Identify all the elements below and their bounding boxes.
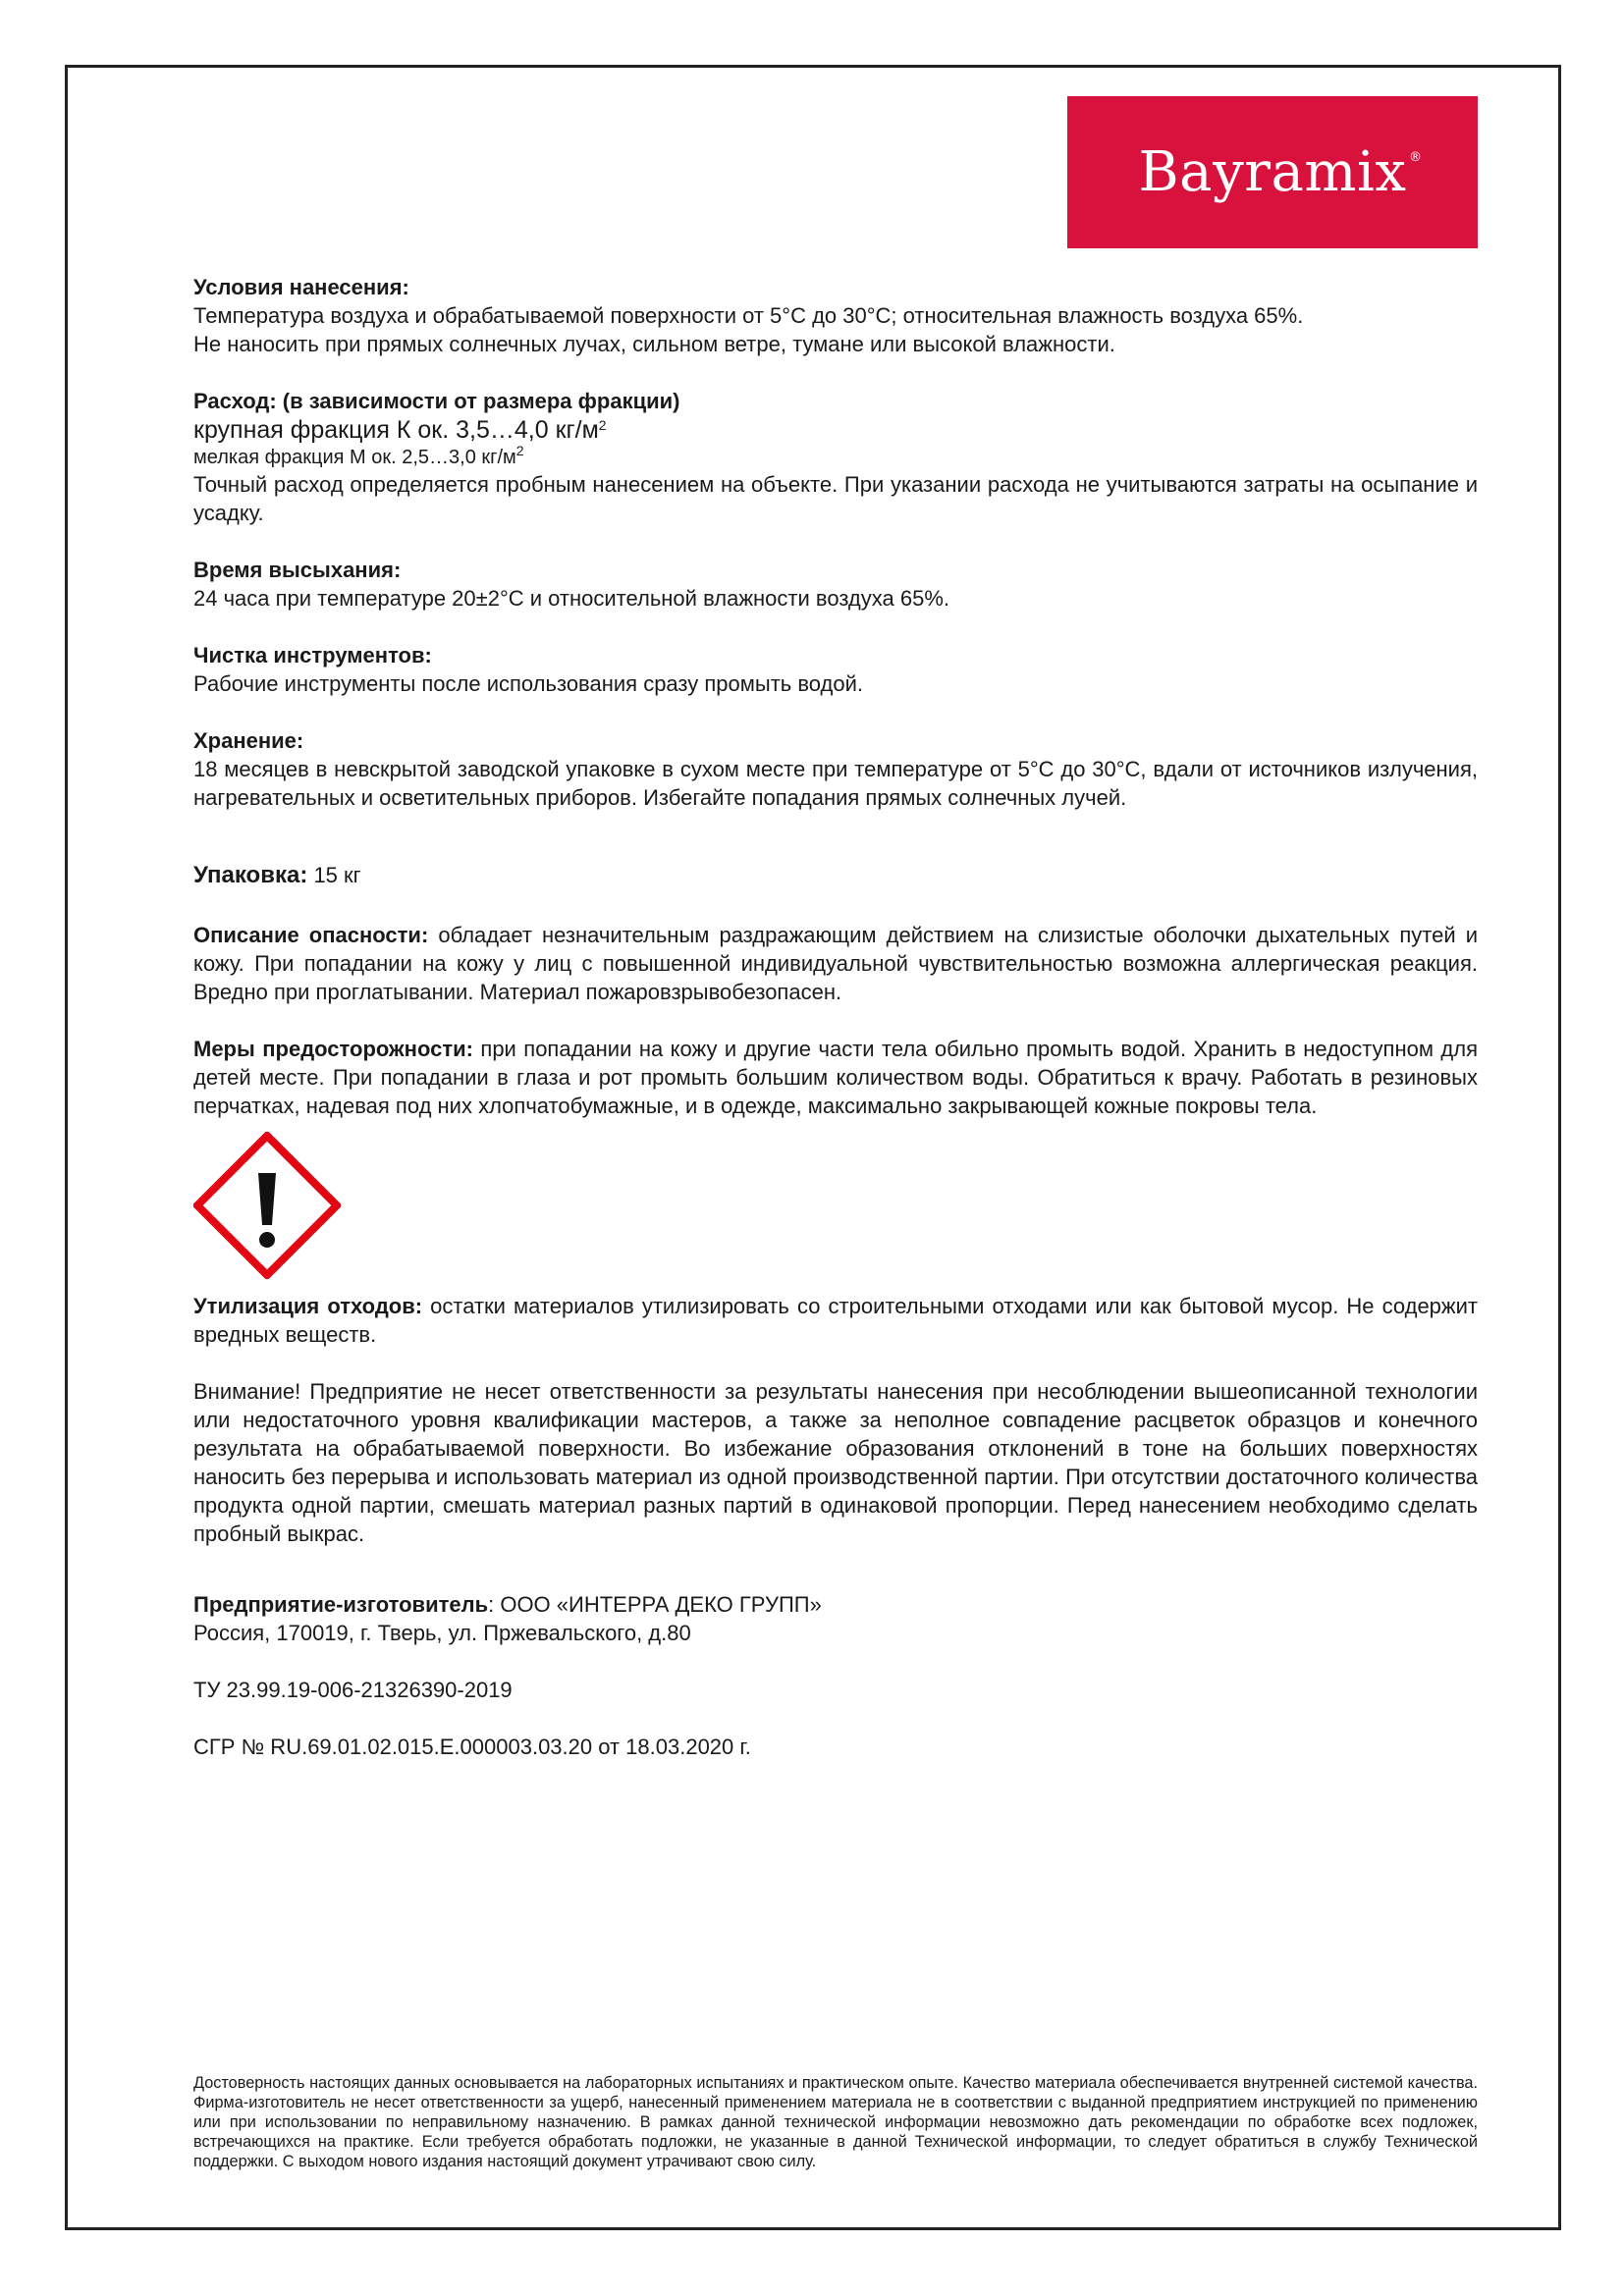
warning-section (193, 1377, 1478, 1548)
manufacturer-line (193, 1590, 1478, 1619)
exclamation-mark-hazard-icon (193, 1132, 341, 1279)
manufacturer-section (193, 1590, 1478, 1647)
packaging-section (193, 861, 1478, 889)
application-conditions-line1: Температура воздуха и обрабатываемой поверхности от 5°С до 30°С; относительная влажность воздуха 65%. (193, 303, 1304, 328)
storage-text: 18 месяцев в невскрытой заводской упаковке в сухом месте при температуре от 5°С до 30°С, вдали от источников излучения, нагревательных и осветительных приборов. Избегайте попадания прямых солнечных лучей. (193, 757, 1478, 810)
cleaning-heading: Чистка инструментов: (193, 643, 432, 667)
tu-number: ТУ 23.99.19-006-21326390-2019 (193, 1678, 513, 1702)
cleaning-section (193, 641, 1478, 698)
consumption-fine: мелкая фракция М ок. 2,5…3,0 $кг/м^2$ (193, 443, 524, 468)
consumption-section (193, 387, 1478, 527)
manufacturer-name: : ООО «ИНТЕРРА ДЕКО ГРУПП» (488, 1592, 822, 1617)
hazard-exclamation-dot (259, 1232, 275, 1248)
consumption-note: Точный расход определяется пробным нанесением на объекте. При указании расхода не учитываются затраты на осыпание и усадку. (193, 472, 1478, 525)
precautions-section (193, 1035, 1478, 1120)
manufacturer-label: Предприятие-изготовитель (193, 1592, 489, 1617)
warning-text: Внимание! Предприятие не несет ответственности за результаты нанесения при несоблюдении вышеописанной технологии или недостаточного уровня квалификации мастеров, а также за неполное совпадение расцветок образцов и конечного результата на обрабатываемой поверхности. Во избежание образования отклонений в тоне на больших поверхностях наносить без перерыва и использовать материал из одной производственной партии. При отсутствии достаточного количества продукта одной партии, смешать материал разных партий в одинаковой пропорции. Перед нанесением необходимо сделать пробный выкрас. (193, 1379, 1478, 1546)
precautions-text: при попадании на кожу и другие части тела обильно промыть водой. Хранить в недоступном для детей месте. При попадании в глаза и рот промыть большим количеством воды. Обратиться к врачу. Работать в резиновых перчатках, надевая под них хлопчатобумажные, и в одежде, максимально закрывающей кожные покровы тела. (193, 1037, 1478, 1118)
disposal-text: остатки материалов утилизировать со строительными отходами или как бытовой мусор. Не содержит вредных веществ. (193, 1294, 1479, 1347)
document-body (193, 273, 1478, 1761)
disposal-section (193, 1292, 1478, 1349)
drying-heading: Время высыхания: (193, 558, 402, 582)
hazard-section (193, 921, 1478, 1006)
packaging-value: 15 кг (307, 863, 361, 887)
drying-text: 24 часа при температуре 20±2°С и относительной влажности воздуха 65%. (193, 586, 950, 611)
hazard-label: Описание опасности: (193, 923, 429, 947)
packaging-label: Упаковка: (193, 862, 308, 888)
brand-logo (1067, 96, 1478, 248)
drying-section (193, 556, 1478, 613)
precautions-label: Меры предосторожности: (193, 1037, 473, 1061)
consumption-coarse: крупная фракция К ок. 3,5…4,0 $кг/м^2$ (193, 416, 607, 444)
storage-section (193, 726, 1478, 812)
sgr-number: СГР № RU.69.01.02.015.Е.000003.03.20 от 18.03.2020 г. (193, 1735, 751, 1759)
application-conditions-section (193, 273, 1478, 358)
hazard-text: обладает незначительным раздражающим действием на слизистые оболочки дыхательных путей и кожу. При попадании на кожу у лиц с повышенной индивидуальной чувствительностью возможна аллергическая реакция. Вредно при проглатывании. Материал пожаровзрывобезопасен. (193, 923, 1478, 1004)
consumption-heading: Расход: (в зависимости от размера фракции) (193, 389, 680, 413)
registered-mark: ® (1408, 150, 1423, 165)
application-conditions-heading: Условия нанесения: (193, 275, 409, 299)
disclaimer-footer: Достоверность настоящих данных основывается на лабораторных испытаниях и практическом опыте. Качество материала обеспечивается внутренней системой качества. Фирма-изготовитель не несет ответственности за ущерб, нанесенный применением материала не в соответствии с выданной предприятием инструкцией по применению или при использовании по неправильному назначению. В рамках данной технической информации невозможно дать рекомендации по обработке всех подложек, встречающихся на практике. Если требуется обработать подложки, не указанные в данной Технической информации, то следует обратиться в службу Технической поддержки. С выходом нового издания настоящий документ утрачивают свою силу. (193, 2074, 1478, 2170)
disposal-label: Утилизация отходов: (193, 1294, 423, 1318)
manufacturer-address: Россия, 170019, г. Тверь, ул. Пржевальского, д.80 (193, 1621, 691, 1645)
cleaning-text: Рабочие инструменты после использования сразу промыть водой. (193, 671, 864, 696)
brand-logo-text: Bayramix ® (1138, 140, 1423, 204)
storage-heading: Хранение: (193, 728, 304, 753)
application-conditions-line2: Не наносить при прямых солнечных лучах, сильном ветре, тумане или высокой влажности. (193, 332, 1115, 356)
